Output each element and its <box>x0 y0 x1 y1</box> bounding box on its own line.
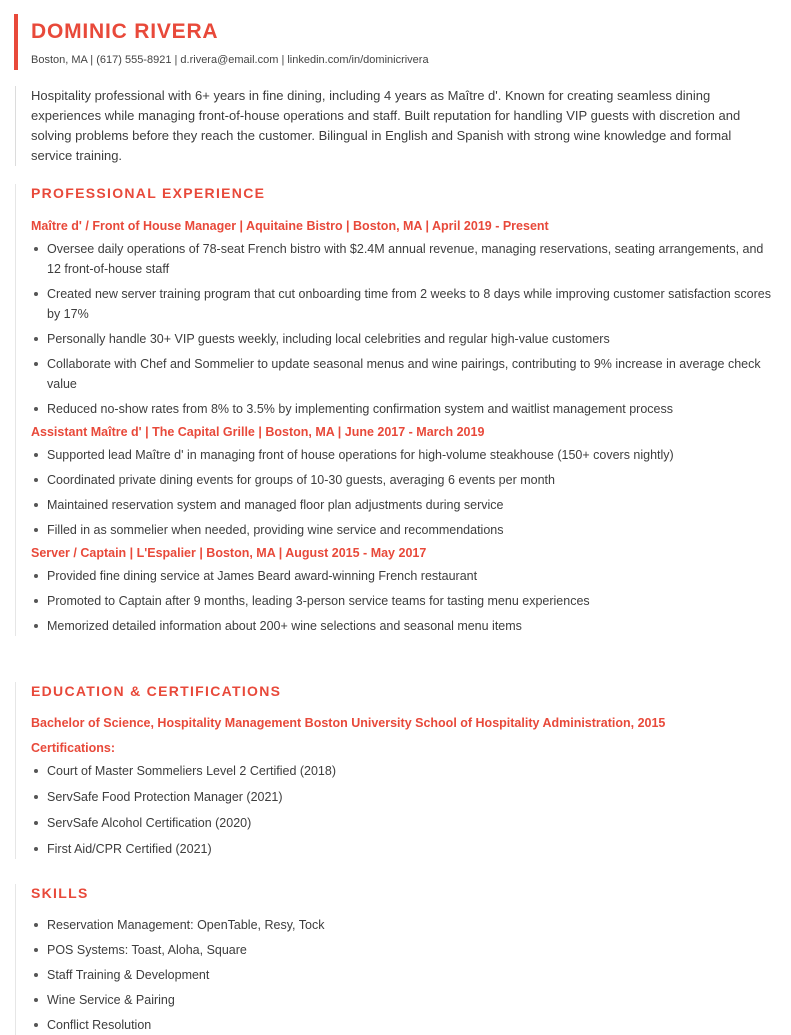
list-item: Conflict Resolution <box>31 1015 775 1035</box>
list-item: Maintained reservation system and managed floor plan adjustments during service <box>31 495 775 515</box>
degree: Bachelor of Science, Hospitality Management Boston University School of Hospitality Administration, 2015 <box>31 716 666 730</box>
list-item: Reduced no-show rates from 8% to 3.5% by implementing confirmation system and waitlist management process <box>31 399 775 419</box>
education-heading: EDUCATION & CERTIFICATIONS <box>31 683 282 699</box>
job-title: Assistant Maître d' | The Capital Grille | Boston, MA | June 2017 - March 2019 <box>31 425 485 439</box>
list-item: Memorized detailed information about 200+ wine selections and seasonal menu items <box>31 616 775 636</box>
skills-list <box>31 915 775 1035</box>
contact-info: Boston, MA | (617) 555-8921 | d.rivera@email.com | linkedin.com/in/dominicrivera <box>31 54 429 66</box>
job-bullets <box>31 239 775 419</box>
skills-heading: SKILLS <box>31 885 89 901</box>
professional-summary: Hospitality professional with 6+ years in fine dining, including 4 years as Maître d'. Known for creating seamless dining experiences while managing front-of-house operations and staff. Built reputation for handling VIP guests with discretion and solving problems before they reach the customer. Bilingual in English and Spanish with strong wine knowledge and formal service training. <box>15 86 767 166</box>
list-item: Staff Training & Development <box>31 965 775 985</box>
job-title: Maître d' / Front of House Manager | Aquitaine Bistro | Boston, MA | April 2019 - Present <box>31 219 549 233</box>
list-item: Reservation Management: OpenTable, Resy, Tock <box>31 915 775 935</box>
certifications-list <box>31 761 775 859</box>
job-bullets <box>31 445 775 540</box>
list-item: ServSafe Alcohol Certification (2020) <box>31 813 775 833</box>
job-bullets <box>31 566 775 636</box>
experience-heading: PROFESSIONAL EXPERIENCE <box>31 185 266 201</box>
list-item: Created new server training program that cut onboarding time from 2 weeks to 8 days while improving customer satisfaction scores by 17% <box>31 284 775 324</box>
candidate-name: DOMINIC RIVERA <box>31 20 219 43</box>
list-item: First Aid/CPR Certified (2021) <box>31 839 775 859</box>
list-item: Oversee daily operations of 78-seat French bistro with $2.4M annual revenue, managing reservations, seating arrangements, and 12 front-of-house staff <box>31 239 775 279</box>
list-item: Supported lead Maître d' in managing front of house operations for high-volume steakhouse (150+ covers nightly) <box>31 445 775 465</box>
list-item: Court of Master Sommeliers Level 2 Certified (2018) <box>31 761 775 781</box>
skills-section <box>15 884 775 1035</box>
education-section <box>15 682 775 859</box>
list-item: Collaborate with Chef and Sommelier to update seasonal menus and wine pairings, contributing to 9% increase in average check value <box>31 354 775 394</box>
certifications-label: Certifications: <box>31 741 116 755</box>
list-item: Coordinated private dining events for groups of 10-30 guests, averaging 6 events per month <box>31 470 775 490</box>
list-item: POS Systems: Toast, Aloha, Square <box>31 940 775 960</box>
job-title: Server / Captain | L'Espalier | Boston, MA | August 2015 - May 2017 <box>31 546 427 560</box>
list-item: Wine Service & Pairing <box>31 990 775 1010</box>
resume-header <box>14 14 774 70</box>
list-item: ServSafe Food Protection Manager (2021) <box>31 787 775 807</box>
list-item: Provided fine dining service at James Beard award-winning French restaurant <box>31 566 775 586</box>
list-item: Promoted to Captain after 9 months, leading 3-person service teams for tasting menu experiences <box>31 591 775 611</box>
list-item: Filled in as sommelier when needed, providing wine service and recommendations <box>31 520 775 540</box>
experience-section <box>15 184 775 636</box>
list-item: Personally handle 30+ VIP guests weekly, including local celebrities and regular high-value customers <box>31 329 775 349</box>
